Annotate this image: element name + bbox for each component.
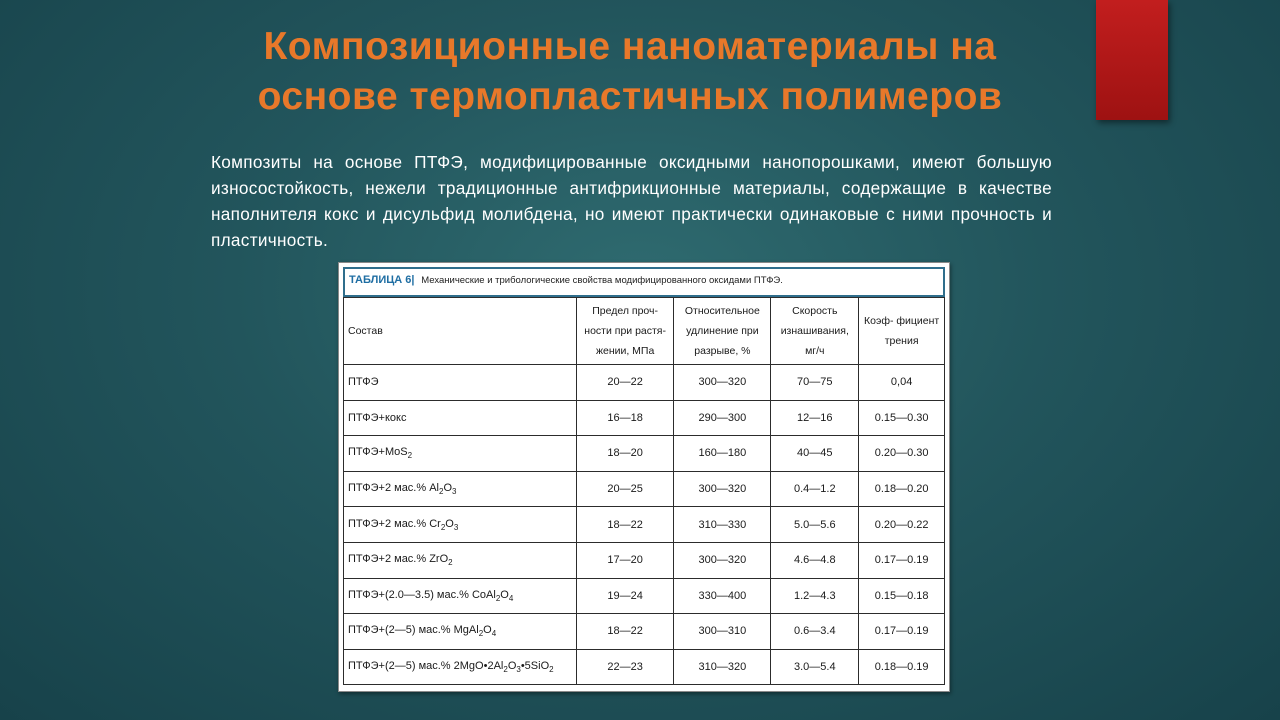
cell-elongation: 300—320: [674, 542, 771, 578]
cell-wear-rate: 1.2—4.3: [771, 578, 859, 614]
table-image: [338, 262, 950, 692]
cell-wear-rate: 70—75: [771, 365, 859, 401]
cell-wear-rate: 0.6—3.4: [771, 614, 859, 650]
slide-title-line-1: Композиционные наноматериалы на: [263, 25, 997, 68]
header-friction: Коэф- фициент трения: [859, 298, 945, 365]
cell-friction: 0.20—0.30: [859, 436, 945, 472]
cell-composition: ПТФЭ+MoS$_2$: [344, 436, 577, 472]
properties-table: [343, 297, 945, 685]
table-caption-text: Механические и трибологические свойства модифицированного оксидами ПТФЭ.: [421, 275, 783, 286]
cell-wear-rate: 3.0—5.4: [771, 649, 859, 685]
table-row: [344, 578, 945, 614]
cell-elongation: 310—330: [674, 507, 771, 543]
cell-composition: ПТФЭ: [344, 365, 577, 401]
cell-strength: 19—24: [576, 578, 674, 614]
cell-composition: ПТФЭ+(2.0—3.5) мас.% $CoAl_2O_4$: [344, 578, 577, 614]
table-caption-label: ТАБЛИЦА 6|: [349, 274, 415, 286]
cell-composition: ПТФЭ+2 мас.% ZrO$_2$: [344, 542, 577, 578]
table-row: [344, 614, 945, 650]
header-wear-rate: Скорость изнашивания, мг/ч: [771, 298, 859, 365]
cell-composition: ПТФЭ+2 мас.% $Cr_2O_3$: [344, 507, 577, 543]
cell-elongation: 290—300: [674, 400, 771, 436]
slide-body-text: Композиты на основе ПТФЭ, модифицированные оксидными нанопорошками, имеют большую износостойкость, нежели традиционные антифрикционные материалы, содержащие в качестве наполнителя кокс и дисульфид молибдена, но имеют практически одинаковые с ними прочность и пластичность.: [211, 152, 1052, 250]
table-caption: [343, 267, 945, 297]
cell-wear-rate: 0.4—1.2: [771, 471, 859, 507]
cell-elongation: 300—320: [674, 365, 771, 401]
cell-wear-rate: 4.6—4.8: [771, 542, 859, 578]
cell-elongation: 310—320: [674, 649, 771, 685]
cell-friction: 0,04: [859, 365, 945, 401]
header-composition: Состав: [344, 298, 577, 365]
table-row: [344, 507, 945, 543]
cell-friction: 0.17—0.19: [859, 542, 945, 578]
cell-friction: 0.15—0.18: [859, 578, 945, 614]
cell-elongation: 300—310: [674, 614, 771, 650]
cell-composition: ПТФЭ+(2—5) мас.% $MgAl_2O_4$: [344, 614, 577, 650]
header-strength: Предел проч- ности при растя- жении, МПа: [576, 298, 674, 365]
table-row: [344, 649, 945, 685]
cell-composition: ПТФЭ+2 мас.% $Al_2O_3$: [344, 471, 577, 507]
table-body: [344, 365, 945, 685]
cell-elongation: 160—180: [674, 436, 771, 472]
cell-strength: 18—22: [576, 614, 674, 650]
table-row: [344, 436, 945, 472]
cell-composition: ПТФЭ+(2—5) мас.% $2MgO•2Al_2O_3•5SiO_2$: [344, 649, 577, 685]
cell-wear-rate: 5.0—5.6: [771, 507, 859, 543]
cell-wear-rate: 12—16: [771, 400, 859, 436]
table-row: [344, 400, 945, 436]
cell-elongation: 300—320: [674, 471, 771, 507]
cell-strength: 16—18: [576, 400, 674, 436]
header-elongation: Относительное удлинение при разрыве, %: [674, 298, 771, 365]
decorative-red-tab: [1096, 0, 1168, 120]
cell-composition: ПТФЭ+кокс: [344, 400, 577, 436]
slide-title: [160, 22, 1100, 122]
cell-strength: 20—22: [576, 365, 674, 401]
cell-friction: 0.18—0.20: [859, 471, 945, 507]
cell-friction: 0.17—0.19: [859, 614, 945, 650]
cell-friction: 0.18—0.19: [859, 649, 945, 685]
slide-title-line-2: основе термопластичных полимеров: [257, 75, 1003, 118]
cell-wear-rate: 40—45: [771, 436, 859, 472]
cell-elongation: 330—400: [674, 578, 771, 614]
table-header-row: [344, 298, 945, 365]
cell-strength: 18—20: [576, 436, 674, 472]
cell-friction: 0.15—0.30: [859, 400, 945, 436]
table-row: [344, 471, 945, 507]
cell-strength: 17—20: [576, 542, 674, 578]
cell-strength: 22—23: [576, 649, 674, 685]
table-row: [344, 542, 945, 578]
cell-strength: 20—25: [576, 471, 674, 507]
cell-friction: 0.20—0.22: [859, 507, 945, 543]
cell-strength: 18—22: [576, 507, 674, 543]
table-row: [344, 365, 945, 401]
